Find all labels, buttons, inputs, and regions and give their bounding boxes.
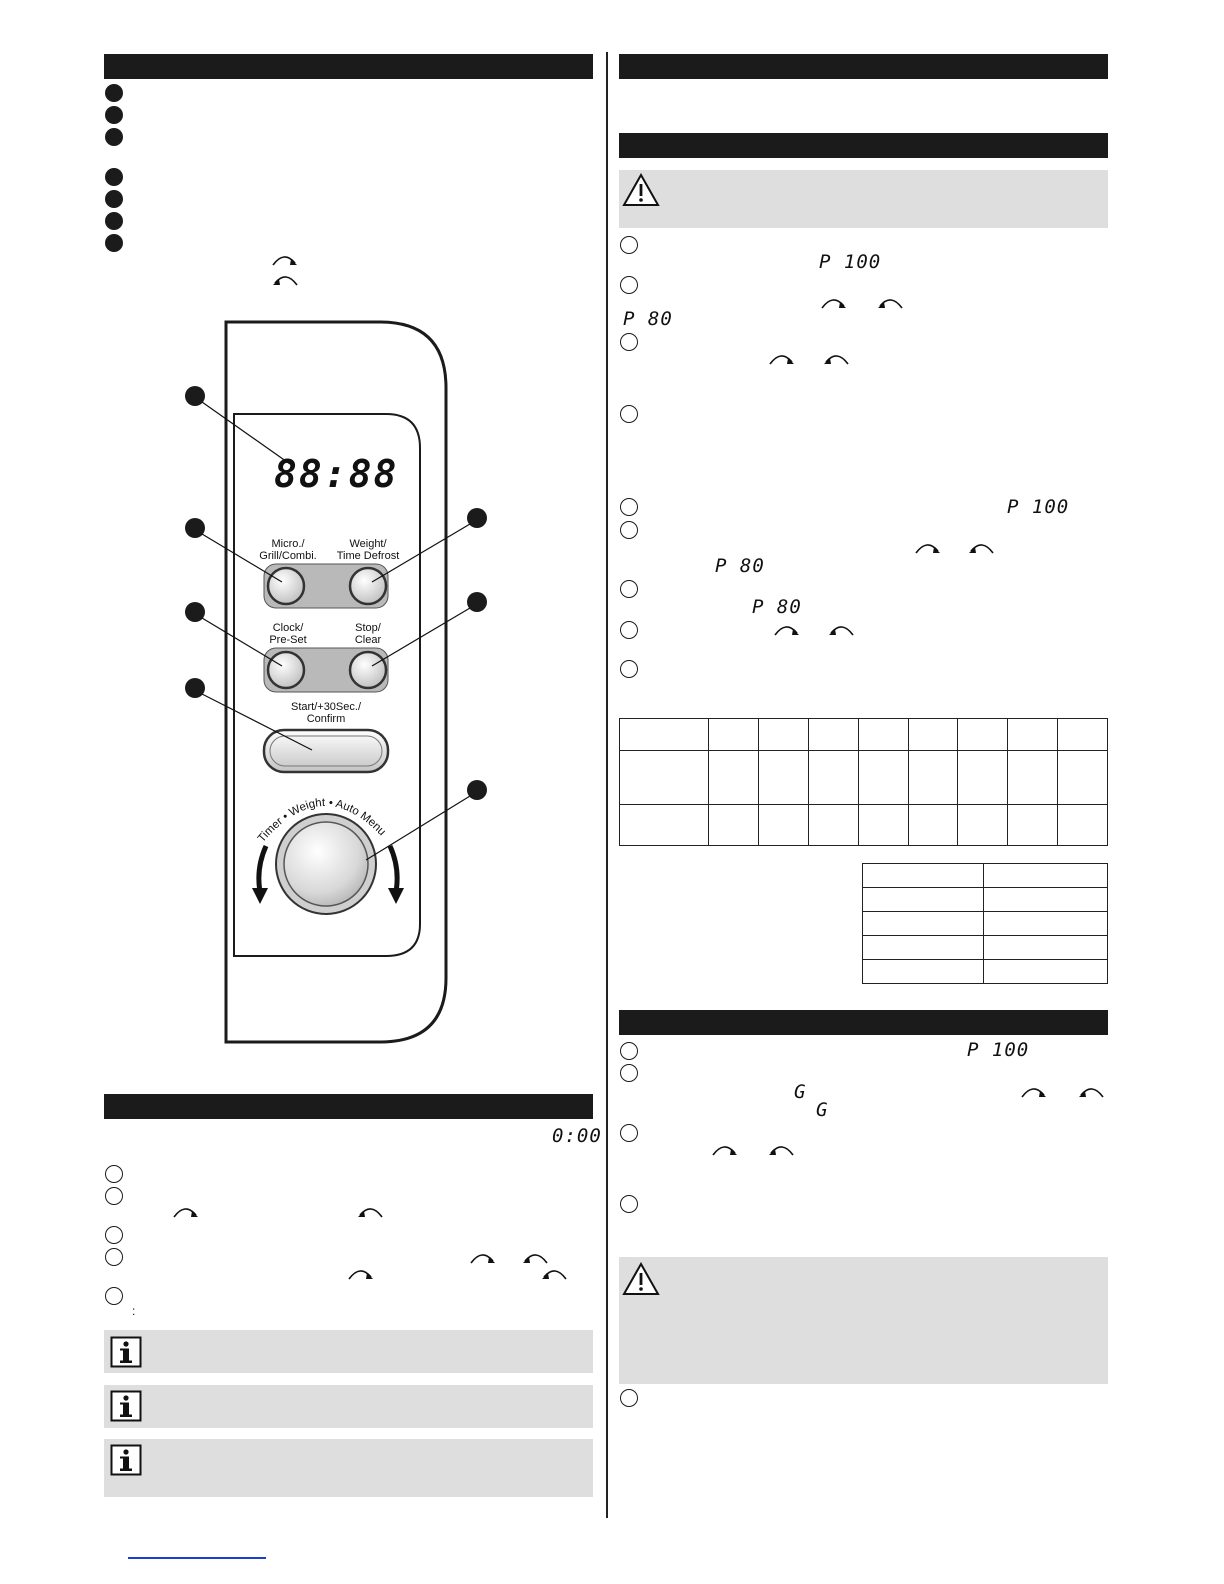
power-level-table — [619, 718, 1108, 846]
info-note-box-3 — [104, 1439, 593, 1497]
rotate-counterclockwise-icon — [539, 1266, 569, 1282]
rotate-counterclockwise-icon — [821, 351, 851, 367]
step-circle-5 — [105, 1287, 123, 1305]
step-circle-3 — [105, 1226, 123, 1244]
step-circle-r1 — [620, 236, 638, 254]
clock-preset-label: Clock/ Pre-Set — [269, 622, 307, 646]
display-p100: P 100 — [819, 251, 882, 273]
footer-link-underline[interactable] — [128, 1557, 266, 1559]
rotate-counterclockwise-icon — [1076, 1084, 1106, 1100]
rotate-clockwise-icon — [468, 1250, 498, 1266]
rotate-counterclockwise-icon — [270, 272, 300, 288]
panel-display-readout: 88:88 — [274, 452, 399, 496]
step-circle-r14 — [620, 1389, 638, 1407]
display-p80: P 80 — [715, 555, 765, 577]
colon-mark: : — [132, 1304, 136, 1318]
micro-grill-button — [268, 568, 304, 604]
rotate-clockwise-icon — [767, 351, 797, 367]
rotate-counterclockwise-icon — [520, 1250, 550, 1266]
weight-defrost-label: Weight/ Time Defrost — [336, 538, 400, 562]
warning-triangle-icon — [622, 173, 660, 207]
stop-clear-button — [350, 652, 386, 688]
display-p80: P 80 — [752, 596, 802, 618]
combination-table — [862, 863, 1108, 984]
step-circle-r11 — [620, 1064, 638, 1082]
list-bullet-6 — [105, 212, 123, 230]
list-bullet-5 — [105, 190, 123, 208]
knob-arc-label — [240, 776, 410, 856]
rotate-clockwise-icon — [772, 622, 802, 638]
rotate-clockwise-icon — [171, 1204, 201, 1220]
section-header-bar-controls — [104, 54, 593, 79]
warning-triangle-icon — [622, 1262, 660, 1296]
info-note-box-1 — [104, 1330, 593, 1373]
callout-marker-knob — [467, 780, 487, 800]
step-circle-r3 — [620, 333, 638, 351]
rotate-clockwise-icon — [913, 540, 943, 556]
step-circle-r9 — [620, 660, 638, 678]
section-header-bar-right-3 — [619, 1010, 1108, 1035]
step-circle-r13 — [620, 1195, 638, 1213]
rotate-counterclockwise-icon — [826, 622, 856, 638]
rotate-clockwise-icon — [1019, 1084, 1049, 1100]
rotate-counterclockwise-icon — [966, 540, 996, 556]
callout-marker-start — [185, 678, 205, 698]
callout-marker-micro — [185, 518, 205, 538]
rotate-counterclockwise-icon — [355, 1204, 385, 1220]
list-bullet-2 — [105, 106, 123, 124]
step-circle-r5 — [620, 498, 638, 516]
rotate-clockwise-icon — [270, 252, 300, 268]
weight-defrost-button — [350, 568, 386, 604]
section-header-bar-right-2 — [619, 133, 1108, 158]
step-circle-r4 — [620, 405, 638, 423]
clock-preset-button — [268, 652, 304, 688]
rotate-counterclockwise-icon — [875, 295, 905, 311]
rotate-counterclockwise-icon — [766, 1142, 796, 1158]
warning-note-box-2 — [619, 1257, 1108, 1384]
micro-grill-label: Micro./ Grill/Combi. — [259, 538, 317, 562]
step-circle-4 — [105, 1248, 123, 1266]
rotate-clockwise-icon — [819, 295, 849, 311]
list-bullet-4 — [105, 168, 123, 186]
info-icon — [110, 1444, 142, 1476]
display-g: G — [816, 1099, 829, 1121]
section-header-bar-right-1 — [619, 54, 1108, 79]
stop-clear-label: Stop/ Clear — [354, 622, 382, 646]
list-bullet-3 — [105, 128, 123, 146]
step-circle-r10 — [620, 1042, 638, 1060]
control-panel-diagram — [180, 318, 490, 1048]
callout-marker-weight — [467, 508, 487, 528]
display-p100: P 100 — [967, 1039, 1030, 1061]
clock-display-reading: 0:00 — [552, 1125, 602, 1147]
warning-note-box-1 — [619, 170, 1108, 228]
step-circle-r8 — [620, 621, 638, 639]
column-divider — [606, 52, 608, 1518]
list-bullet-7 — [105, 234, 123, 252]
rotate-clockwise-icon — [710, 1142, 740, 1158]
info-icon — [110, 1390, 142, 1422]
list-bullet-1 — [105, 84, 123, 102]
display-p100: P 100 — [1007, 496, 1070, 518]
step-circle-r12 — [620, 1124, 638, 1142]
step-circle-r2 — [620, 276, 638, 294]
callout-marker-display — [185, 386, 205, 406]
step-circle-1 — [105, 1165, 123, 1183]
info-icon — [110, 1336, 142, 1368]
section-header-bar-clock — [104, 1094, 593, 1119]
callout-marker-stop — [467, 592, 487, 612]
info-note-box-2 — [104, 1385, 593, 1428]
display-g: G — [794, 1081, 807, 1103]
svg-text:Timer • Weight • Auto Menu: Timer • Weight • Auto Menu — [255, 796, 388, 845]
step-circle-2 — [105, 1187, 123, 1205]
step-circle-r7 — [620, 580, 638, 598]
display-p80: P 80 — [623, 308, 673, 330]
rotate-clockwise-icon — [346, 1266, 376, 1282]
callout-marker-clock — [185, 602, 205, 622]
step-circle-r6 — [620, 521, 638, 539]
start-confirm-label: Start/+30Sec./ Confirm — [290, 701, 361, 725]
